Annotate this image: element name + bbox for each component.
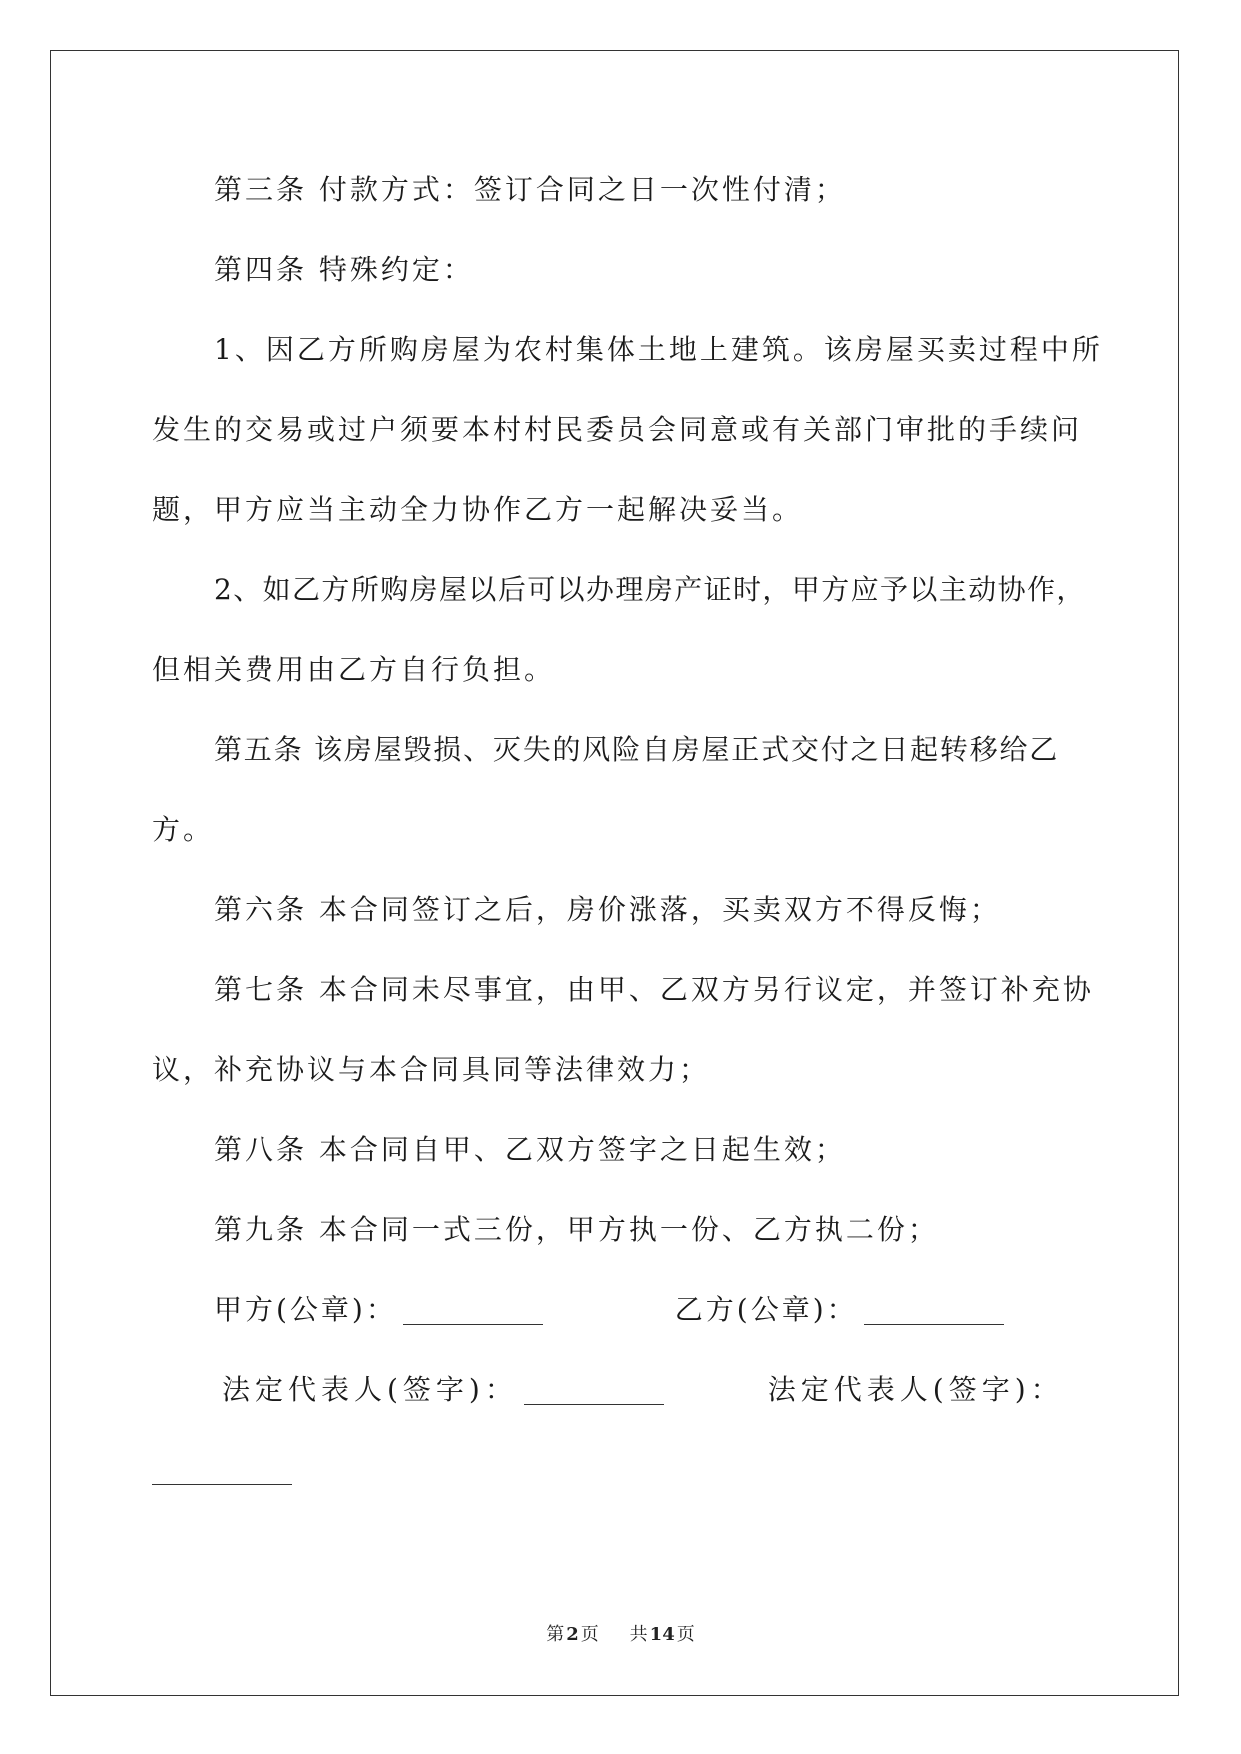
rep-b-blank-row bbox=[152, 1430, 292, 1510]
party-b-seal-label: 乙方(公章)： bbox=[674, 1293, 858, 1326]
page-number: 2 bbox=[566, 1624, 579, 1645]
clause-6: 第六条 本合同签订之后，房价涨落，买卖双方不得反悔； bbox=[214, 893, 1001, 926]
total-suffix: 页 bbox=[676, 1624, 695, 1645]
clause-8: 第八条 本合同自甲、乙双方签字之日起生效； bbox=[214, 1133, 846, 1166]
party-a-seal-label: 甲方(公章)： bbox=[214, 1293, 397, 1326]
clause-5-line-1: 第五条 该房屋毁损、灭失的风险自房屋正式交付之日起转移给乙 bbox=[214, 733, 1060, 766]
clause-3: 第三条 付款方式：签订合同之日一次性付清； bbox=[214, 173, 846, 206]
page-footer bbox=[0, 1620, 1241, 1646]
rep-b-blank[interactable] bbox=[152, 1483, 292, 1485]
rep-a-label: 法定代表人(签字)： bbox=[222, 1373, 518, 1406]
clause-4-item-2-line-1: 2、如乙方所购房屋以后可以办理房产证时，甲方应予以主动协作， bbox=[214, 573, 1086, 606]
page-indicator bbox=[544, 1624, 601, 1645]
clause-4-item-1-line-1: 1、因乙方所购房屋为农村集体土地上建筑。该房屋买卖过程中所 bbox=[214, 333, 1103, 366]
party-a-seal-blank[interactable] bbox=[403, 1323, 543, 1325]
representative-row bbox=[222, 1350, 1064, 1430]
clause-4-item-1-line-2: 发生的交易或过户须要本村村民委员会同意或有关部门审批的手续问 bbox=[152, 413, 1083, 446]
total-indicator bbox=[628, 1624, 697, 1645]
rep-b-label: 法定代表人(签字)： bbox=[767, 1373, 1064, 1406]
page-prefix: 第 bbox=[546, 1624, 565, 1645]
clause-7-line-2: 议，补充协议与本合同具同等法律效力； bbox=[152, 1053, 711, 1086]
seal-row bbox=[214, 1270, 1004, 1350]
clause-4-item-1-line-3: 题，甲方应当主动全力协作乙方一起解决妥当。 bbox=[152, 493, 804, 526]
clause-5-line-2: 方。 bbox=[152, 813, 215, 846]
party-b-seal-blank[interactable] bbox=[864, 1323, 1004, 1325]
total-prefix: 共 bbox=[629, 1624, 648, 1645]
rep-a-blank[interactable] bbox=[524, 1403, 664, 1405]
clause-4: 第四条 特殊约定： bbox=[214, 253, 474, 286]
clause-9: 第九条 本合同一式三份，甲方执一份、乙方执二份； bbox=[214, 1213, 939, 1246]
clause-4-item-2-line-2: 但相关费用由乙方自行负担。 bbox=[152, 653, 556, 686]
page-suffix: 页 bbox=[580, 1624, 599, 1645]
clause-7-line-1: 第七条 本合同未尽事宜，由甲、乙双方另行议定，并签订补充协 bbox=[214, 973, 1094, 1006]
total-pages: 14 bbox=[649, 1624, 675, 1645]
